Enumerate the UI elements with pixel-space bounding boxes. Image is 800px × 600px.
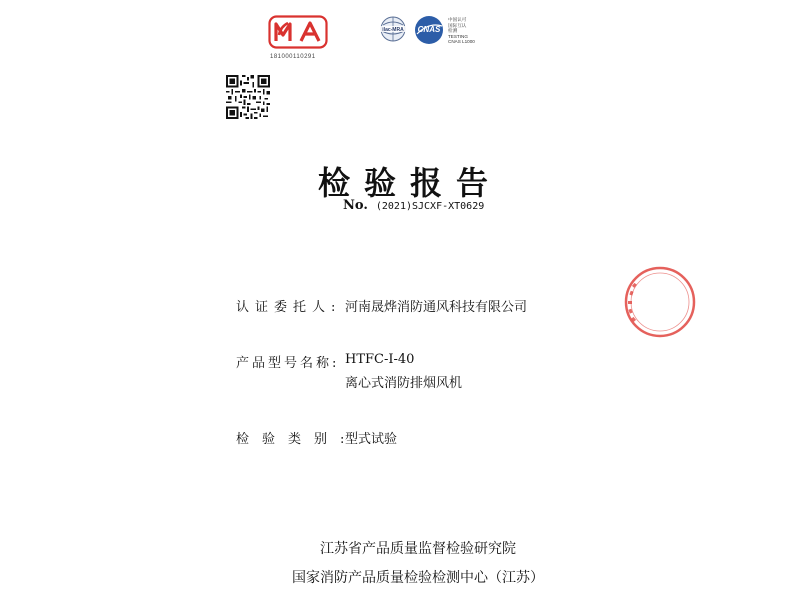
report-number-label: No. bbox=[343, 198, 368, 213]
svg-text:ilac-MRA: ilac-MRA bbox=[382, 27, 404, 33]
report-number-value: (2021)SJCXF-XT0629 bbox=[375, 201, 485, 212]
product-model-value: HTFC-Ⅰ-40 bbox=[345, 352, 415, 367]
cnas-text-line: 国际互认 bbox=[448, 22, 467, 28]
inspection-type-label-text: 检验类别 bbox=[236, 432, 341, 447]
cnas-text-line: 检测 bbox=[448, 28, 458, 34]
client-label bbox=[236, 296, 341, 315]
cma-logo-icon bbox=[268, 15, 328, 49]
testing-center: 国家消防产品质量检验检测中心（江苏） bbox=[292, 570, 544, 586]
cnas-accreditation-text bbox=[448, 17, 475, 45]
seal-stamp-icon bbox=[618, 262, 698, 342]
product-label-text: 产品型号名称 bbox=[236, 356, 333, 371]
cnas-icon bbox=[412, 14, 446, 46]
qr-code-icon[interactable] bbox=[226, 75, 270, 119]
client-value: 河南晟烨消防通风科技有限公司 bbox=[345, 300, 528, 315]
inspection-type-value: 型式试验 bbox=[345, 432, 398, 447]
colon: : bbox=[331, 300, 342, 315]
product-name-value: 离心式消防排烟风机 bbox=[345, 376, 463, 391]
colon: : bbox=[332, 356, 340, 371]
issuing-institute: 江苏省产品质量监督检验研究院 bbox=[320, 541, 516, 557]
inspection-type-label bbox=[236, 428, 344, 447]
colon: : bbox=[340, 432, 345, 447]
report-title: 检验报告 bbox=[318, 164, 503, 202]
report-number bbox=[343, 198, 484, 213]
product-label bbox=[236, 352, 339, 371]
cnas-text-line: 中国认可 bbox=[448, 17, 467, 22]
client-label-text: 认证委托人 bbox=[236, 300, 332, 315]
ilac-mra-icon bbox=[375, 15, 411, 45]
cma-certificate-number: 181000110291 bbox=[270, 54, 316, 60]
svg-text:CNAS: CNAS bbox=[417, 25, 441, 34]
cnas-text-line: TESTING bbox=[448, 33, 468, 39]
cnas-text-line: CNAS L1000 bbox=[448, 39, 475, 45]
